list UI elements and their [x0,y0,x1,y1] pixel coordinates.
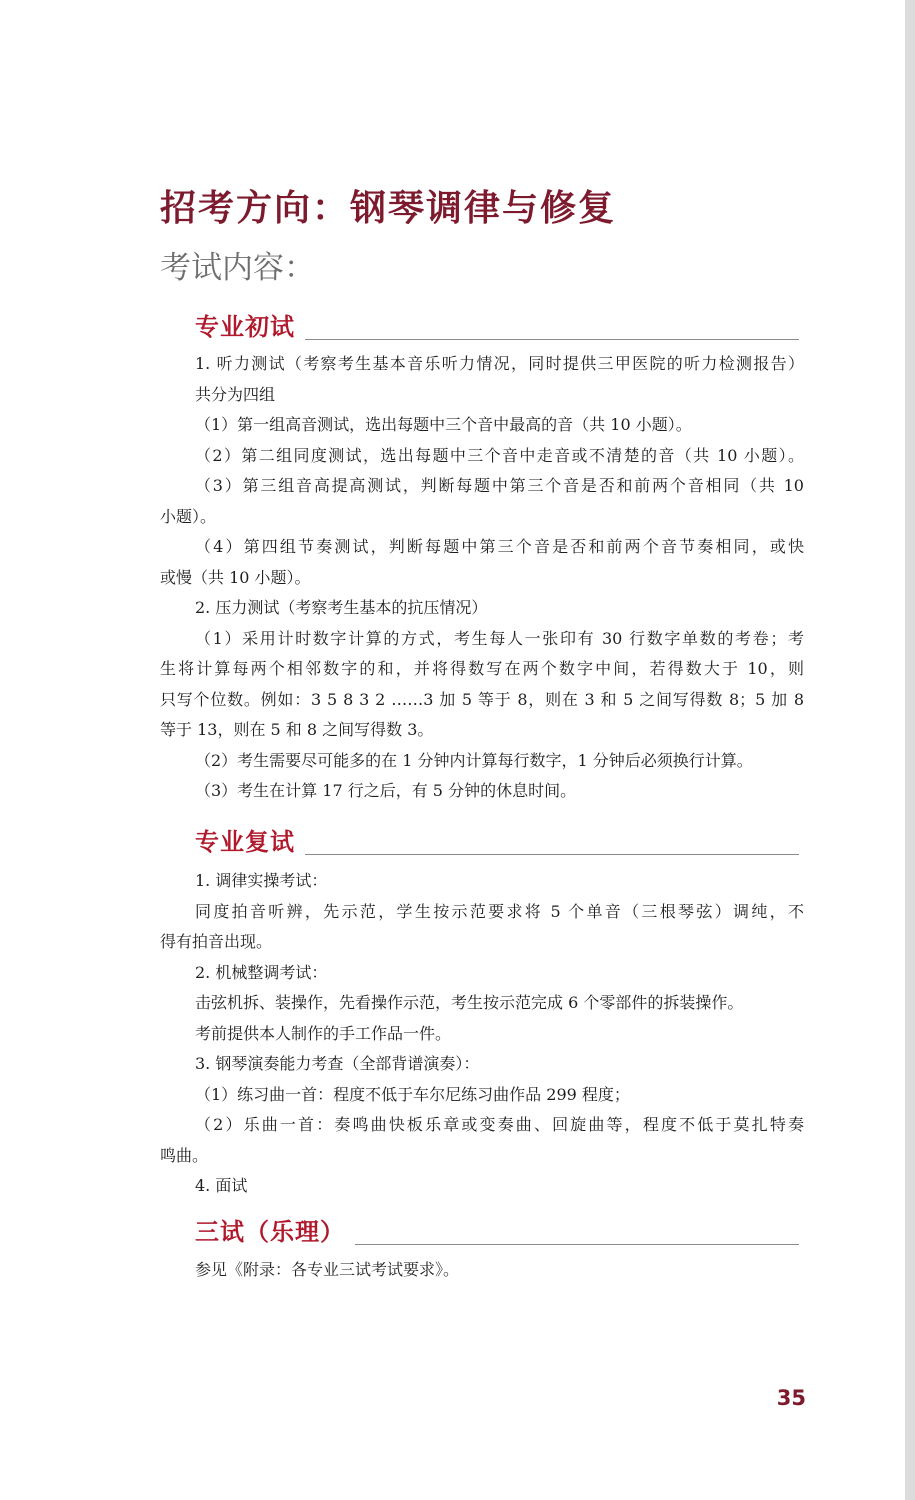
text-line: （1）练习曲一首：程度不低于车尔尼练习曲作品 299 程度； [195,1084,630,1104]
text-line: 4. 面试 [195,1176,248,1195]
section-heading-second [195,823,799,857]
text-line: （2）第二组同度测试，选出每题中三个音中走音或不清楚的音（共 10 小题）。 [195,445,804,465]
text-line: 或慢（共 10 小题）。 [160,567,311,587]
text-line: 等于 13，则在 5 和 8 之间写得数 3。 [160,720,434,739]
text-line: （1）第一组高音测试，选出每题中三个音中最高的音（共 10 小题）。 [195,415,692,434]
page-edge-shadow [905,0,915,1500]
section-heading-text: 专业复试 [195,828,295,856]
section-heading-preliminary [195,308,799,342]
section-heading-text: 三试（乐理） [195,1218,345,1246]
section-divider [305,854,799,855]
page-subtitle: 考试内容： [160,250,315,286]
section-divider [305,339,799,340]
text-line: 小题）。 [160,506,217,526]
text-line: 2. 压力测试（考察考生基本的抗压情况） [195,598,488,617]
text-line: 得有拍音出现。 [160,932,273,951]
text-line: （2）考生需要尽可能多的在 1 分钟内计算每行数字，1 分钟后必须换行计算。 [195,750,753,770]
text-line: （3）考生在计算 17 行之后，有 5 分钟的休息时间。 [195,781,577,800]
text-line: 考前提供本人制作的手工作品一件。 [195,1023,452,1043]
text-line: 2. 机械整调考试： [195,962,328,982]
text-line: 击弦机拆、装操作，先看操作示范，考生按示范完成 6 个零部件的拆装操作。 [195,993,744,1012]
text-line: 只写个位数。例如：3 5 8 3 2 ……3 加 5 等于 8，则在 3 和 5 之间写得数 8；5 加 8 [160,689,804,709]
section-body-third [160,1255,804,1286]
text-line: （2）乐曲一首：奏鸣曲快板乐章或变奏曲、回旋曲等，程度不低于莫扎特奏 [195,1115,804,1134]
text-line: 参见《附录：各专业三试考试要求》。 [195,1260,460,1279]
text-line: （3）第三组音高提高测试，判断每题中第三个音是否和前两个音相同（共 10 [195,476,804,495]
page-title: 招考方向：钢琴调律与修复 [160,188,617,229]
text-line: （4）第四组节奏测试，判断每题中第三个音是否和前两个音节奏相同，或快 [195,537,804,556]
text-line: 共分为四组 [195,384,276,404]
section-body-second [160,866,804,1202]
section-divider [355,1244,799,1245]
text-line: （1）采用计时数字计算的方式，考生每人一张印有 30 行数字单数的考卷；考 [195,628,804,648]
text-line: 鸣曲。 [160,1145,209,1165]
section-heading-third [195,1213,799,1247]
section-heading-text: 专业初试 [195,313,295,341]
text-line: 同度拍音听辨，先示范，学生按示范要求将 5 个单音（三根琴弦）调纯，不 [195,901,804,921]
text-line: 1. 听力测试（考察考生基本音乐听力情况，同时提供三甲医院的听力检测报告） [195,354,804,373]
section-body-preliminary [160,349,804,807]
text-line: 生将计算每两个相邻数字的和，并将得数写在两个数字中间，若得数大于 10，则 [160,659,804,678]
text-line: 1. 调律实操考试： [195,871,328,890]
page-number: 35 [776,1386,806,1410]
text-line: 3. 钢琴演奏能力考查（全部背谱演奏）： [195,1054,480,1073]
